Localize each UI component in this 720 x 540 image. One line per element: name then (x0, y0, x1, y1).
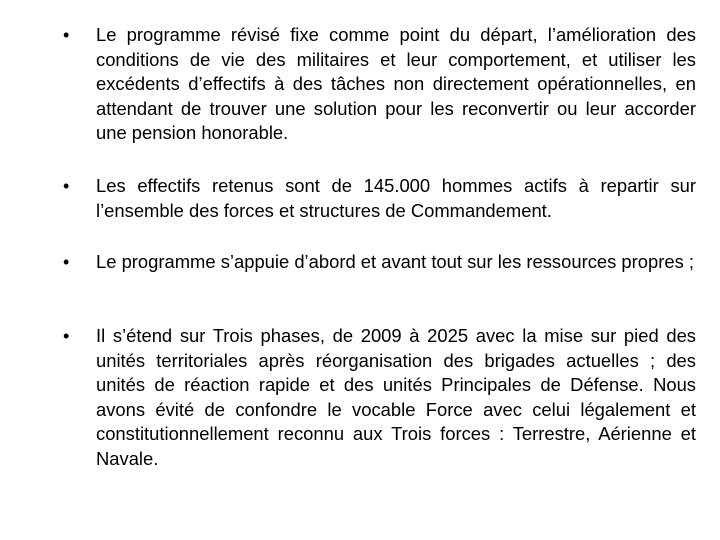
bullet-icon: • (63, 176, 70, 196)
bullet-icon: • (63, 25, 70, 45)
bullet-text: Il s’étend sur Trois phases, de 2009 à 2025 avec la mise sur pied des unités territoriales après réorganisation des brigades actuelles ; des unités de réaction rapide et des unités Principales de Défense. Nous avons évité de confondre le vocable Force avec celui légalement et constitutionnellement reconnu aux Trois forces : Terrestre, Aérienne et Navale. (96, 325, 696, 469)
bullet-icon: • (63, 252, 70, 272)
bullet-text: Le programme révisé fixe comme point du départ, l’amélioration des conditions de vie des militaires et leur comportement, et utiliser les excédents d’effectifs à des tâches non directement opérationnelles, en attendant de trouver une solution pour les reconvertir ou leur accorder une pension honorable. (96, 24, 696, 143)
bullet-text: Les effectifs retenus sont de 145.000 hommes actifs à repartir sur l’ensemble des forces et structures de Commandement. (96, 175, 696, 221)
bullet-text: Le programme s’appuie d’abord et avant tout sur les ressources propres ; (96, 251, 695, 272)
bullet-icon: • (63, 326, 70, 346)
